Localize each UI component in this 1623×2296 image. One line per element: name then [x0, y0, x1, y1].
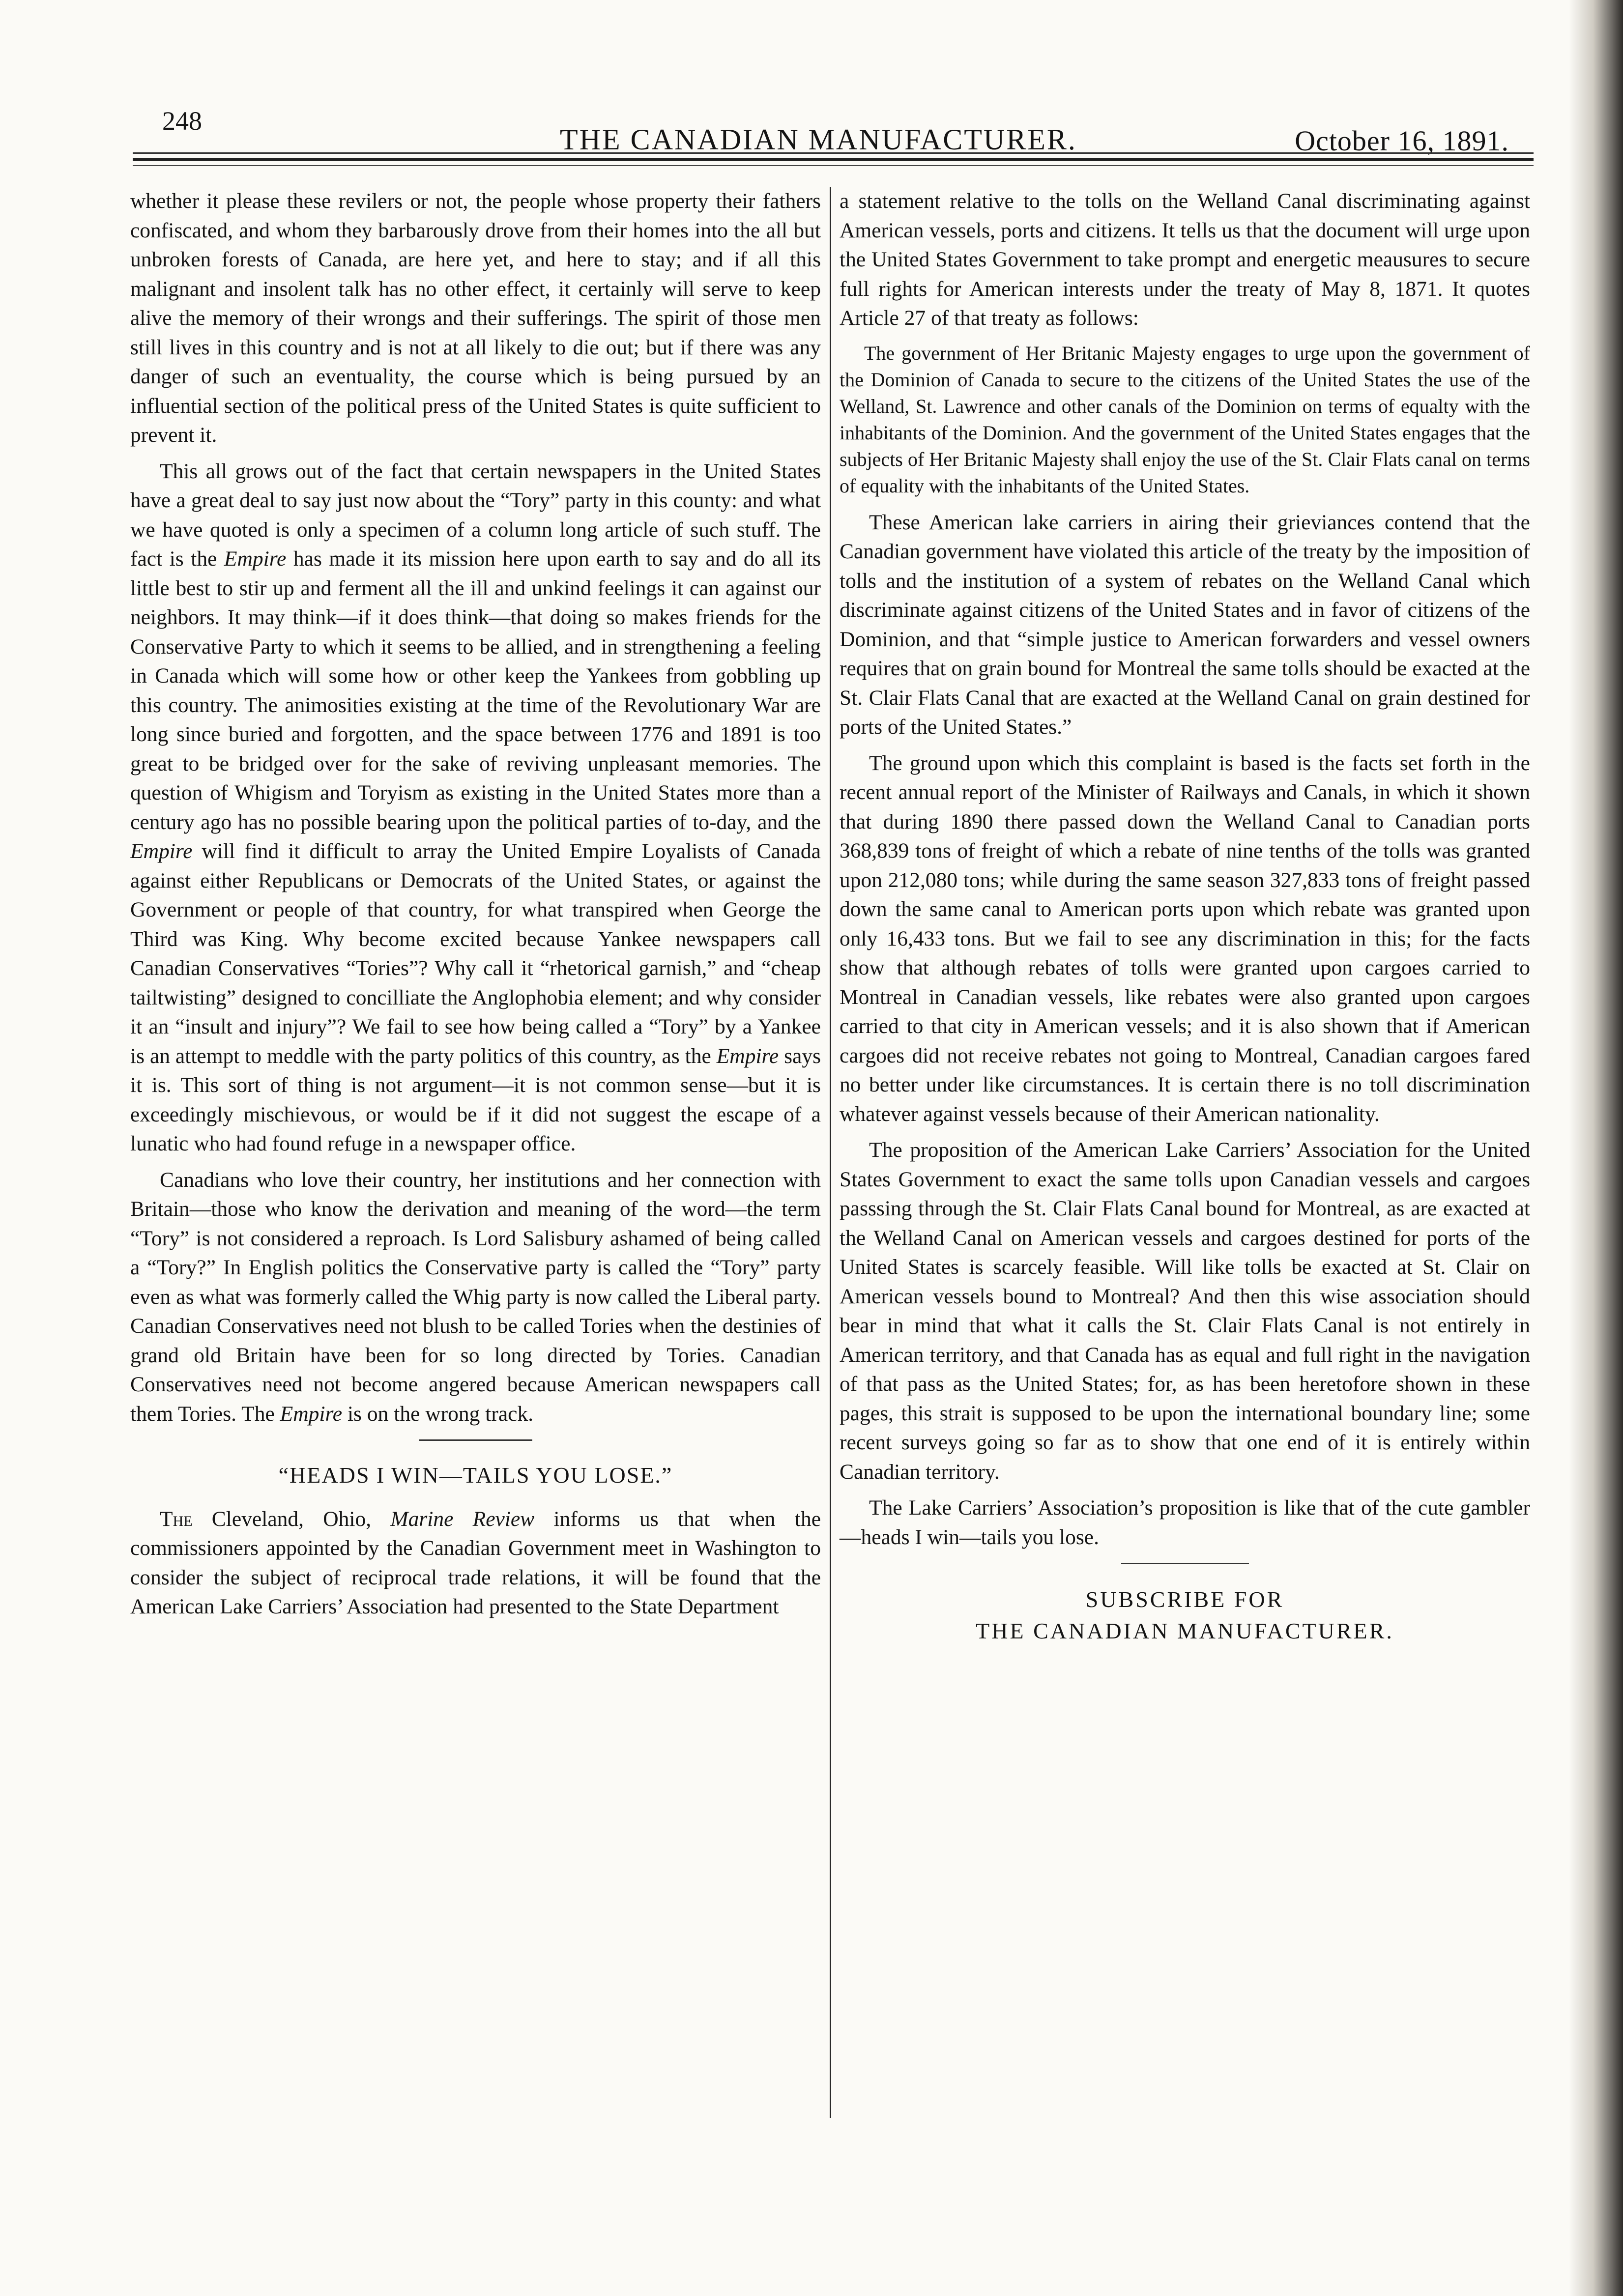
header-rule-thick — [133, 158, 1534, 161]
left-paragraph-3-part-a: Canadians who love their country, her institutions and her connection with Britain—those who know the derivation and meaning of the word—the term “Tory” is not considered a reproach. Is Lord Salisbury ashamed of being called a “Tory?” In English politics the Conservative party is called the “Tory” party even as what was formerly called the Whig party is now called the Liberal party. Canadian Conservatives need not blush to be called Tories when the destinies of grand old Britain have been for so long directed by Tories. Canadian Conservatives need not become angered because American newspapers call them Tories. The — [130, 1168, 821, 1426]
section-divider — [1121, 1563, 1249, 1564]
right-paragraph-5: The Lake Carriers’ Association’s proposition is like that of the cute gambler—heads I win—tails you lose. — [840, 1496, 1530, 1549]
header-rule-thin-bottom — [133, 165, 1534, 166]
marine-review-title: Marine Review — [390, 1507, 535, 1531]
page-edge-shadow — [1569, 0, 1623, 2296]
subscribe-notice — [840, 1584, 1530, 1647]
empire-title: Empire — [716, 1044, 779, 1068]
subscribe-line-1: SUBSCRIBE FOR — [1085, 1587, 1284, 1612]
left-paragraph-2-part-a: This all grows out of the fact that certain newspapers in the United States have a great deal to say just now about the “Tory” party in this county: and what we have quoted is only a specimen of a column long article of such stuff. The fact is the — [130, 459, 821, 571]
section-divider — [419, 1439, 532, 1441]
left-paragraph-2 — [130, 457, 821, 1159]
right-paragraph-2: These American lake carriers in airing their grieviances contend that the Canadian government have violated this article of the treaty by the imposition of tolls and the institution of a system of rebates on the Welland Canal which discriminate against citizens of the United States and in favor of citizens of the Dominion, and that “simple justice to American forwarders and vessel owners requires that on grain bound for Montreal the same tolls should be exacted at the St. Clair Flats Canal that are exacted at the Welland Canal on grain destined for ports of the United States.” — [840, 510, 1530, 739]
empire-title: Empire — [130, 839, 193, 863]
left-paragraph-3-part-b: is on the wrong track. — [342, 1402, 534, 1426]
page-number: 248 — [162, 106, 202, 136]
left-paragraph-4-part-b: informs us that when the commissioners appointed by the Canadian Government meet in Washington to consider the subject of reciprocal trade relations, it will be found that the American Lake Carriers’ Association had presented to the State Department — [130, 1507, 821, 1618]
treaty-quotation: The government of Her Britanic Majesty engages to urge upon the government of the Dominion of Canada to secure to the citizens of the United States the use of the Welland, St. Lawrence and other canals of the Dominion on terms of equalty with the inhabitants of the Dominion. And the government of the United States engages that the subjects of Her Britanic Majesty shall enjoy the use of the St. Clair Flats canal on terms of equality with the inhabitants of the United States. — [840, 342, 1530, 497]
right-column — [840, 187, 1530, 1647]
header-rule-thin-top — [133, 152, 1534, 154]
left-paragraph-1: whether it please these revilers or not, the people whose property their fathers confiscated, and whom they barbarously drove from their homes into the all but unbroken forests of Canada, are here yet, and here to stay; and if all this malignant and insolent talk has no other effect, it certainly will serve to keep alive the memory of their wrongs and their sufferings. The spirit of those men still lives in this country and is not at all likely to die out; but if there was any danger of such an eventuality, the course which is being pursued by an influential section of the political press of the United States is quite sufficient to prevent it. — [130, 189, 821, 447]
page-header — [128, 106, 1509, 160]
right-paragraph-1: a statement relative to the tolls on the Welland Canal discriminating against American vessels, ports and citizens. It tells us that the document will urge upon the United States Government to take prompt and energetic meausures to secure full rights for American interests under the treaty of May 8, 1871. It quotes Article 27 of that treaty as follows: — [840, 189, 1530, 330]
column-divider — [830, 187, 831, 2118]
left-paragraph-2-part-b: has made it its mission here upon earth to say and do all its little best to stir up and ferment all the ill and unkind feelings it can against our neighbors. It may think—if it does think—that doing so makes friends for the Conservative Party to which it seems to be allied, and in strengthening a feeling in Canada which will some how or other keep the Yankees from gobbling up this country. The animosities existing at the time of the Revolutionary War are long since buried and forgotten, and the space between 1776 and 1891 is too great to be bridged over for the sake of reviving unpleasant memories. The question of Whigism and Toryism as existing in the United States more than a century ago has no possible bearing upon the political parties of to-day, and the — [130, 547, 821, 834]
left-paragraph-4 — [130, 1505, 821, 1622]
left-paragraph-3 — [130, 1166, 821, 1429]
subscribe-line-2: THE CANADIAN MANUFACTURER. — [976, 1618, 1394, 1643]
left-column — [130, 187, 821, 1629]
running-title: THE CANADIAN MANUFACTURER. — [560, 123, 1077, 156]
right-paragraph-4: The proposition of the American Lake Carriers’ Association for the United States Government to exact the same tolls upon Canadian vessels and cargoes passsing through the St. Clair Flats Canal bound for Montreal, as are exacted at the Welland Canal on American vessels and cargoes destined for ports of the United States is scarcely feasible. Will like tolls be exacted at St. Clair on American vessels bound to Montreal? And then this wise association should bear in mind that what it calls the St. Clair Flats Canal is not entirely in American territory, and that Canada has as equal and full right in the navigation of that pass as the United States; for, as has been heretofore shown in these pages, this strait is supposed to be upon the international boundary line; some recent surveys going so far as to show that one end of it is entirely within Canadian territory. — [840, 1138, 1530, 1484]
issue-date: October 16, 1891. — [1295, 125, 1509, 157]
empire-title: Empire — [224, 547, 287, 571]
right-paragraph-3: The ground upon which this complaint is based is the facts set forth in the recent annual report of the Minister of Railways and Canals, in which it shown that during 1890 there passed down the Welland Canal to Canadian ports 368,839 tons of freight of which a rebate of nine tenths of the tolls was granted upon 212,080 tons; while during the same season 327,833 tons of freight passed down the same canal to American ports upon which rebate was granted upon only 16,433 tons. But we fail to see any discrimination in this; for the facts show that although rebates of tolls were granted upon cargoes carried to Montreal in Canadian vessels, like rebates were also granted upon cargoes carried to that city in American vessels; and it is also shown that if American cargoes did not receive rebates not going to Montreal, Canadian cargoes fared no better under like circumstances. It is certain there is no toll discrimination whatever against vessels because of their American nationality. — [840, 751, 1530, 1126]
empire-title: Empire — [280, 1402, 343, 1426]
left-paragraph-2-part-d: says it is. This sort of thing is not argument—it is not common sense—but it is exceedingly mischievous, or would be if it did not suggest the escape of a lunatic who had found refuge in a newspaper office. — [130, 1044, 821, 1155]
left-paragraph-4-part-a: Cleveland, Ohio, — [192, 1507, 391, 1531]
section-heading: “HEADS I WIN—TAILS YOU LOSE.” — [278, 1463, 673, 1488]
left-paragraph-2-part-c: will find it difficult to array the United Empire Loyalists of Canada against either Republicans or Democrats of the United States, or against the Government or people of that country, for what transpired when George the Third was King. Why become excited because Yankee newspapers call Canadian Conservatives “Tories”? Why call it “rhetorical garnish,” and “cheap tailtwisting” designed to concilliate the Anglophobia element; and why consider it an “insult and injury”? We fail to see how being called a “Tory” by a Yankee is an attempt to meddle with the party politics of this country, as the — [130, 839, 821, 1068]
lead-word: The — [160, 1507, 193, 1531]
